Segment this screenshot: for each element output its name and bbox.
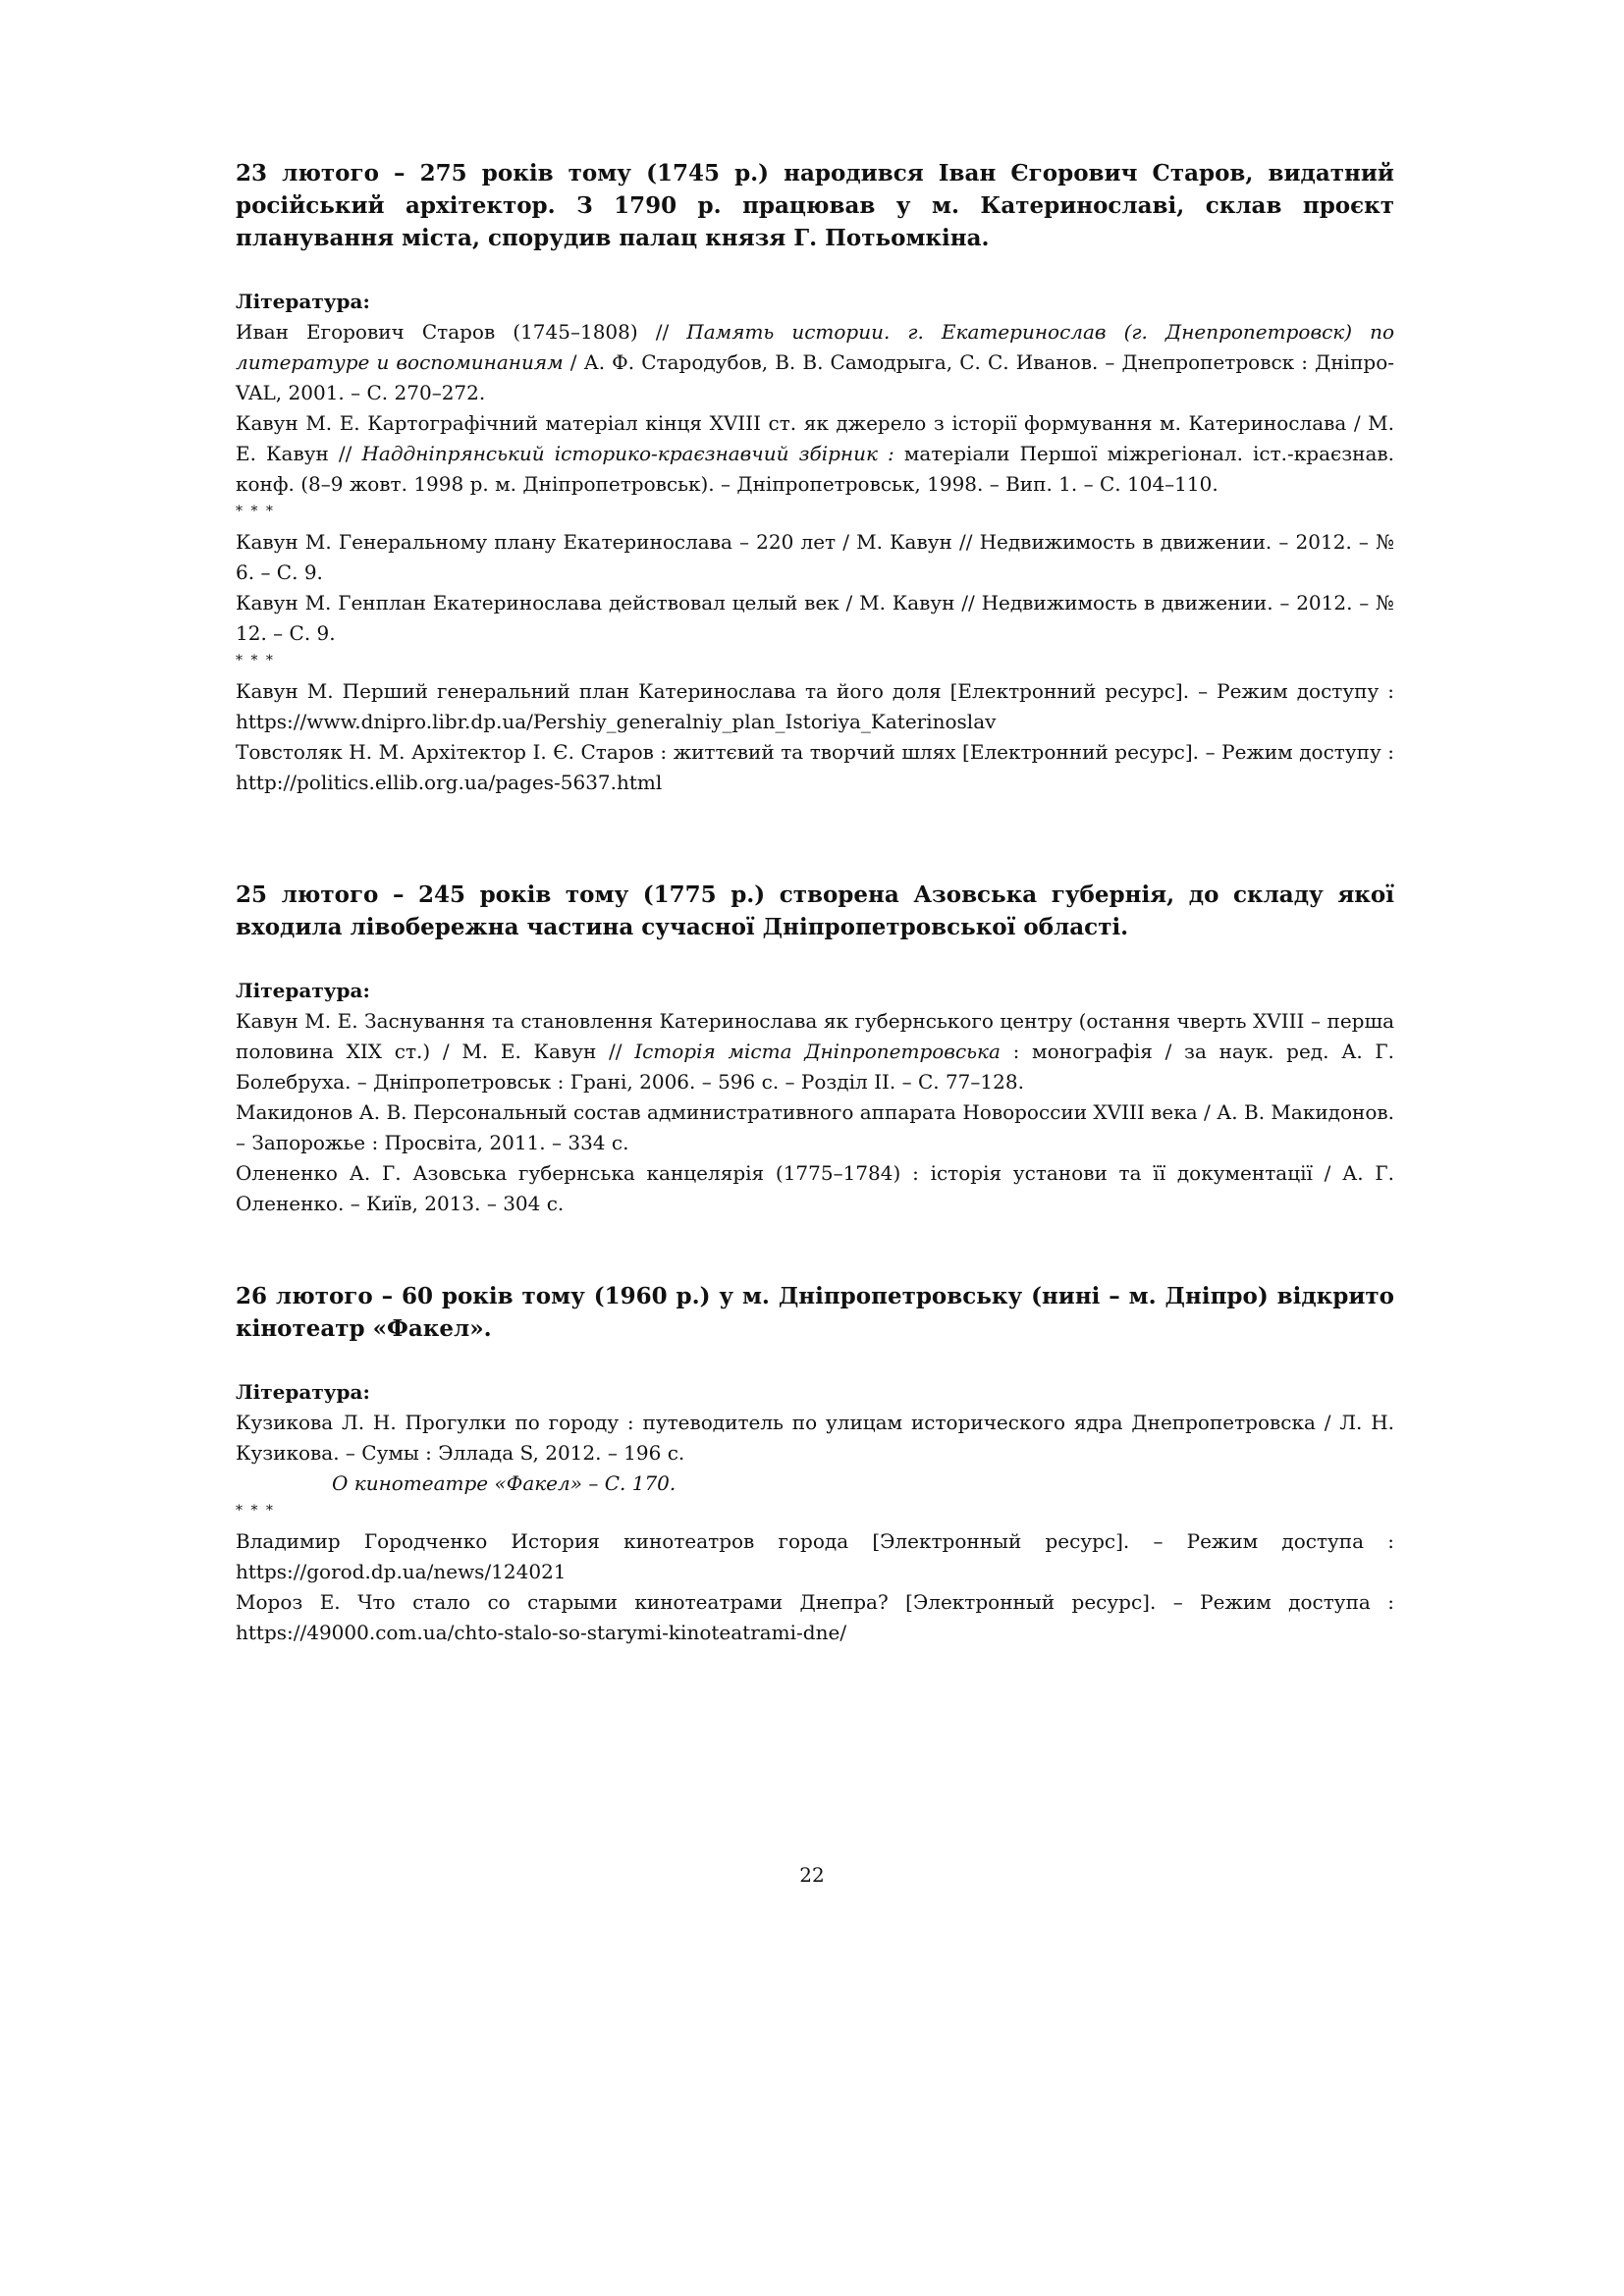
bibliography-entry: Макидонов А. В. Персональный состав административного аппарата Новороссии XVIII века / А. В. Макидонов. – Запорожье : Просвіта, 2011. – 334 с.	[236, 1100, 1394, 1154]
bibliography-entry: Иван Егорович Старов (1745–1808) // Память истории. г. Екатеринослав (г. Днепропетровск) по литературе и воспоминаниям / А. Ф. Стародубов, В. В. Самодрыга, С. С. Иванов. – Днепропетровск : Дніпро-VAL, 2001. – С. 270–272.	[236, 320, 1395, 404]
page-number: 22	[799, 1863, 825, 1887]
asterisk-separator: * * *	[236, 504, 275, 519]
event-heading: 23 лютого – 275 років тому (1745 р.) народився Іван Єгорович Старов, видатний російський архітектор. З 1790 р. працював у м. Катеринославі, склав проєкт планування міста, спорудив палац князя Г. Потьомкіна.	[236, 160, 1394, 251]
bibliography-entry-web: Мороз Е. Что стало со старыми кинотеатрами Днепра? [Электронный ресурс]. – Режим доступа : https://49000.com.ua/chto-stalo-so-starymi-kinoteatrami-dne/	[236, 1590, 1394, 1644]
bibliography-entry: Кузикова Л. Н. Прогулки по городу : путеводитель по улицам исторического ядра Днепропетровска / Л. Н. Кузикова. – Сумы : Эллада S, 2012. – 196 с.	[236, 1411, 1394, 1465]
bibliography-entry: Кавун М. Генеральному плану Екатеринослава – 220 лет / М. Кавун // Недвижимость в движении. – 2012. – № 6. – С. 9.	[236, 530, 1394, 584]
bibliography-entry-web: Товстоляк Н. М. Архітектор І. Є. Старов : життєвий та творчий шлях [Електронний ресурс]. – Режим доступу : http://politics.ellib.org.ua/pages-5637.html	[236, 740, 1394, 794]
literature-label: Література:	[236, 1380, 370, 1404]
asterisk-separator: * * *	[236, 1503, 275, 1519]
event-heading: 26 лютого – 60 років тому (1960 р.) у м. Дніпропетровську (нині – м. Дніпро) відкрито кінотеатр «Факел».	[236, 1283, 1394, 1342]
asterisk-separator: * * *	[236, 653, 275, 668]
bibliography-entry: Кавун М. Генплан Екатеринослава действовал целый век / М. Кавун // Недвижимость в движении. – 2012. – № 12. – С. 9.	[236, 591, 1394, 645]
literature-label: Література:	[236, 979, 370, 1002]
event-heading: 25 лютого – 245 років тому (1775 р.) створена Азовська губернія, до складу якої входила лівобережна частина сучасної Дніпропетровської області.	[236, 881, 1394, 940]
page-reference-note: О кинотеатре «Факел» – С. 170.	[332, 1471, 677, 1495]
event-section-3	[236, 1280, 1394, 1648]
bibliography-entry-web: Кавун М. Перший генеральний план Катеринослава та його доля [Електронний ресурс]. – Режим доступу : https://www.dnipro.libr.dp.ua/Pershiy_generalniy_plan_Istoriya_Katerinoslav	[236, 679, 1394, 733]
bibliography-entry: Кавун М. Е. Заснування та становлення Катеринослава як губернського центру (остання чверть XVIII – перша половина XIX ст.) / М. Е. Кавун // Історія міста Дніпропетровська : монографія / за наук. ред. А. Г. Болебруха. – Дніпропетровськ : Грані, 2006. – 596 с. – Розділ ІІ. – С. 77–128.	[236, 1009, 1395, 1094]
event-section-1	[236, 157, 1394, 798]
bibliography-entry: Кавун М. Е. Картографічний матеріал кінця XVIII ст. як джерело з історії формування м. Катеринослава / М. Е. Кавун // Наддніпрянський історико-краєзнавчий збірник : матеріали Першої міжрегіонал. іст.-краєзнав. конф. (8–9 жовт. 1998 р. м. Дніпропетровськ). – Дніпропетровськ, 1998. – Вип. 1. – С. 104–110.	[236, 411, 1395, 496]
page-content	[236, 157, 1394, 1648]
literature-label: Література:	[236, 290, 370, 313]
event-section-2	[236, 879, 1394, 1219]
bibliography-entry: Олененко А. Г. Азовська губернська канцелярія (1775–1784) : історія установи та її документації / А. Г. Олененко. – Київ, 2013. – 304 с.	[236, 1161, 1394, 1215]
bibliography-entry-web: Владимир Городченко История кинотеатров города [Электронный ресурс]. – Режим доступа : https://gorod.dp.ua/news/124021	[236, 1529, 1394, 1583]
